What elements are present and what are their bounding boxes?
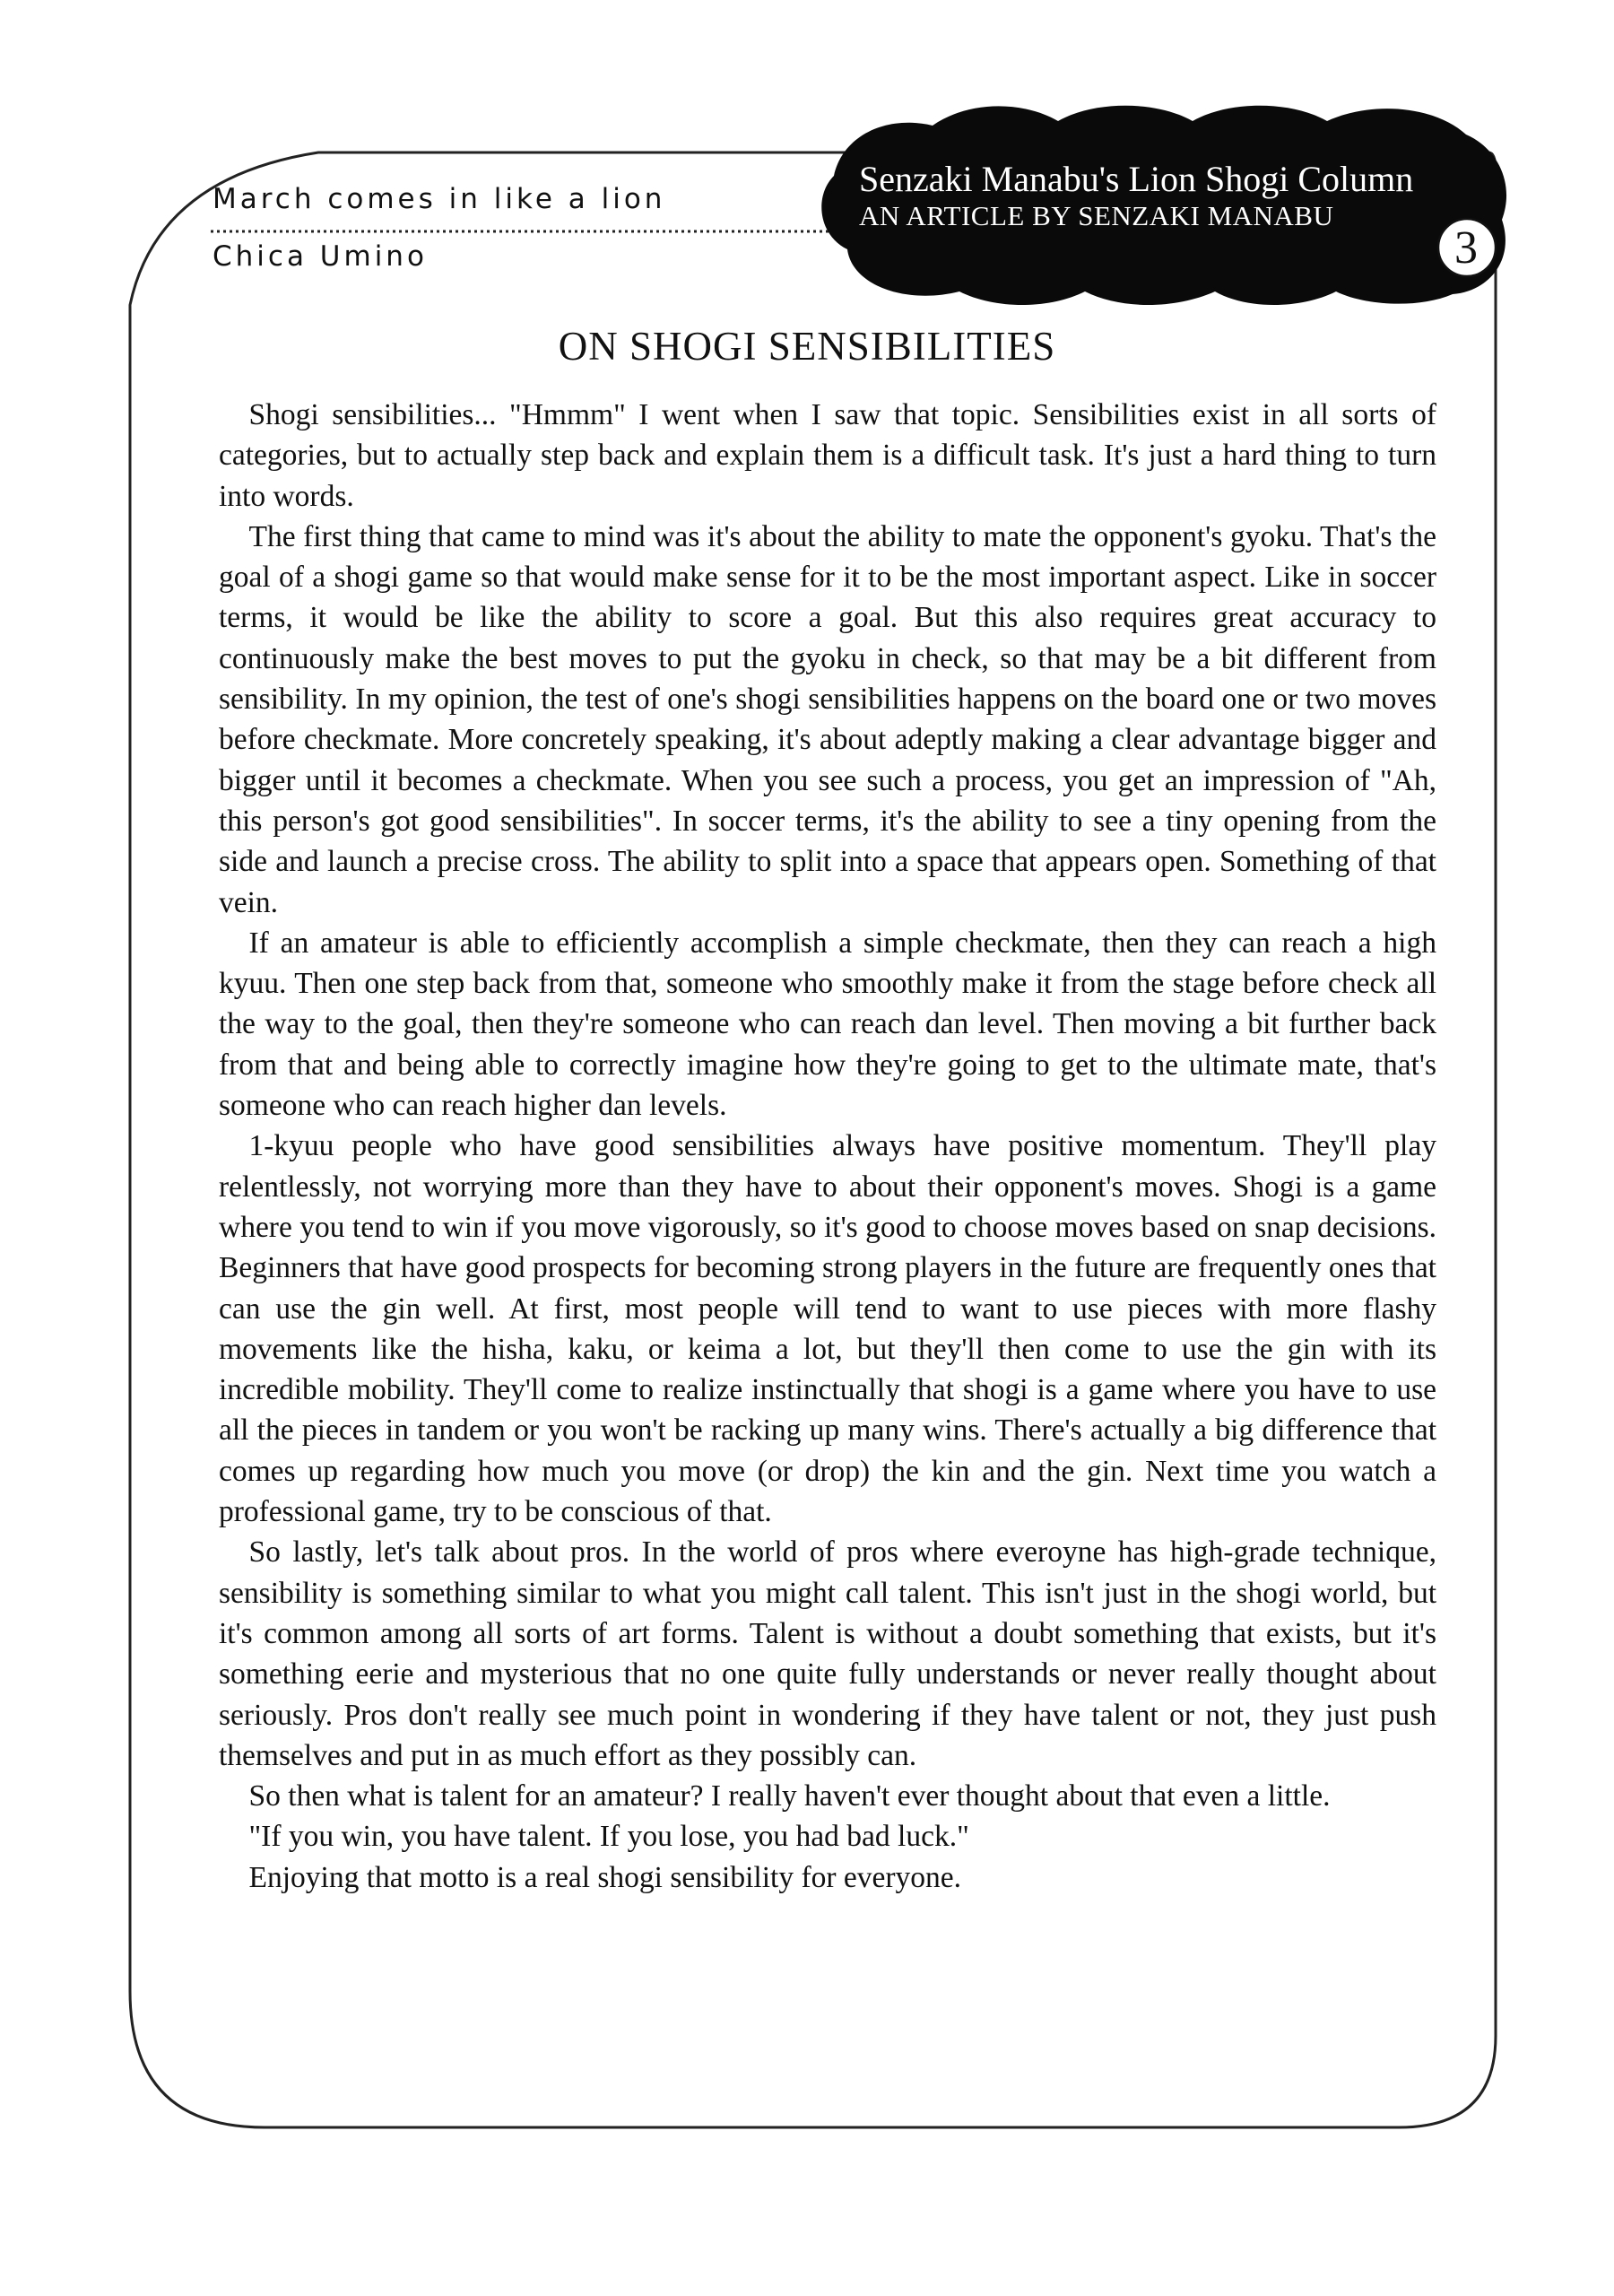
issue-number: 3 (1454, 222, 1478, 274)
paragraph: "If you win, you have talent. If you lose, you had bad luck." (248, 1820, 969, 1854)
paragraph: Shogi sensibilities... "Hmmm" I went when I saw that topic. Sensibilities exist in all sorts of categories, but to actually step back and explain them is a difficult task. It's just a hard thing to turn into words. (219, 398, 1436, 513)
series-author: Chica Umino (213, 240, 428, 273)
article-title: ON SHOGI SENSIBILITIES (558, 324, 1056, 369)
column-name: Senzaki Manabu's Lion Shogi Column (859, 159, 1414, 199)
series-title: March comes in like a lion (213, 183, 666, 215)
paragraph: If an amateur is able to efficiently accomplish a simple checkmate, then they can reach a high kyuu. Then one step back from that, someone who smoothly make it from the stage before check all the way to the goal, then they're someone who can reach dan level. Then moving a bit further back from that and being able to correctly imagine how they're going to get to the ultimate mate, that's someone who can reach higher dan levels. (219, 926, 1436, 1123)
paragraph: So lastly, let's talk about pros. In the world of pros where everoyne has high-grade technique, sensibility is something similar to what you might call talent. This isn't just in the shogi world, but it's common among all sorts of art forms. Talent is without a doubt something that exists, but it's something eerie and mysterious that no one quite fully understands or never really thought about seriously. Pros don't really see much point in wondering if they have talent or not, they just push themselves and put in as much effort as they possibly can. (219, 1535, 1436, 1772)
byline: AN ARTICLE BY SENZAKI MANABU (859, 200, 1334, 231)
paragraph: So then what is talent for an amateur? I really haven't ever thought about that even a little. (248, 1779, 1331, 1813)
paragraph: The first thing that came to mind was it's about the ability to mate the opponent's gyoku. That's the goal of a shogi game so that would make sense for it to be the most important aspect. Like in soccer terms, it would be like the ability to score a goal. But this also requires great accuracy to continuously make the best moves to put the gyoku in check, so that may be a bit different from sensibility. In my opinion, the test of one's shogi sensibilities happens on the board one or two moves before checkmate. More concretely speaking, it's about adeptly making a clear advantage bigger and bigger until it becomes a checkmate. When you see such a process, you get an impression of "Ah, this person's got good sensibilities". In soccer terms, it's the ability to see a tiny opening from the side and launch a precise cross. The ability to split into a space that appears open. Something of that vein. (219, 519, 1436, 919)
column-header (859, 158, 1505, 231)
paragraph: Enjoying that motto is a real shogi sensibility for everyone. (248, 1860, 962, 1894)
paragraph: 1-kyuu people who have good sensibilities always have positive momentum. They'll play relentlessly, not worrying more than they have to about their opponent's moves. Shogi is a game where you tend to win if you move vigorously, so it's good to choose moves based on snap decisions. Beginners that have good prospects for becoming strong players in the future are frequently ones that can use the gin well. At first, most people will tend to want to use pieces with more flashy movements like the hisha, kaku, or keima a lot, but they'll then come to use the gin with its incredible mobility. They'll come to realize instinctually that shogi is a game where you have to use all the pieces in tandem or you won't be racking up many wins. There's actually a big difference that comes up regarding how much you move (or drop) the kin and the gin. Next time you watch a professional game, try to be conscious of that. (219, 1129, 1436, 1529)
article-body (219, 395, 1436, 1898)
